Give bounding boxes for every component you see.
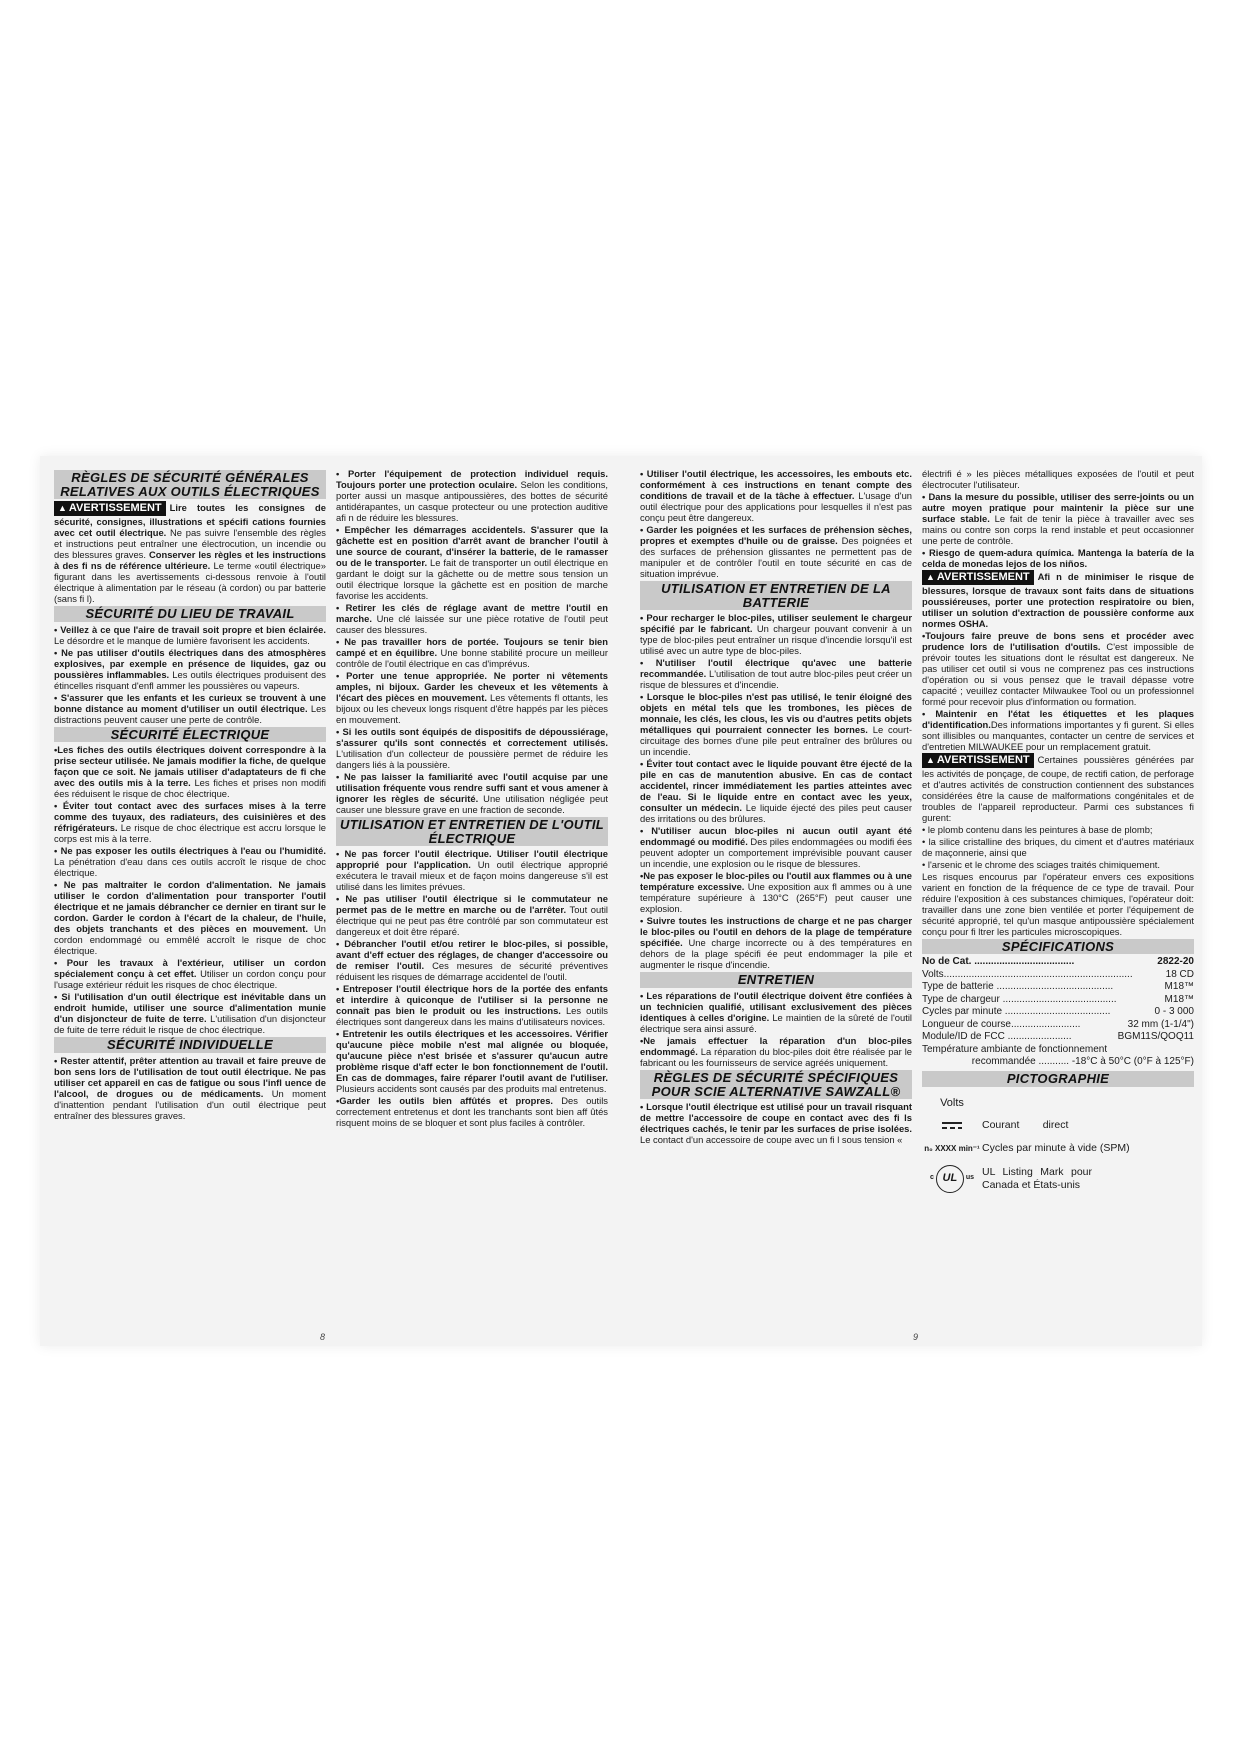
list-item: • Dans la mesure du possible, utiliser des serre-joints ou un autre moyen pratique pour maintenir la pièce sur une surface stable. Le fait de tenir la pièce à travailler avec ses mains ou contre son corps la rend instable et peut occasionner une perte de contrôle. — [922, 491, 1194, 546]
list-item: • Garder les poignées et les surfaces de préhension sèches, propres et exemptes d'huile ou de graisse. Des poignées et des surfaces de préhension glissantes ne permettent pas de manipuler et de contrôler l'outil en toute sécurité en cas de situation imprévue. — [640, 524, 912, 579]
warning-triangle-icon: ▲ — [58, 503, 67, 514]
volts-icon: Volts — [940, 1096, 964, 1109]
list-item: Les risques encourus par l'opérateur envers ces expositions varient en fonction de la fréquence de ce type de travail. Pour réduire l'exposition à ces substances chimiques, l'opérateur doit: travailler dans une zone bien ventilée et porter l'équipement de sécurité approprié, tel qu'un masque antipoussière spécialement conçu pour fi ltrer les particules microscopiques. — [922, 870, 1194, 937]
warning-badge: ▲ AVERTISSEMENT — [922, 753, 1034, 768]
spec-row: Volts.................................................................... 18 CD — [922, 968, 1194, 980]
heading-battery-use-care: UTILISATION ET ENTRETIEN DE LA BATTERIE — [640, 581, 912, 610]
list-item: • Ne pas utiliser l'outil électrique si le commutateur ne permet pas de le mettre en marche ou de l'arrêter. Tout outil électrique qui ne peut pas être contrôlé par son commutateur est dangereux et doit être réparé. — [336, 893, 608, 938]
heading-electrical-safety: SÉCURITÉ ÉLECTRIQUE — [54, 727, 326, 743]
list-item: • Éviter tout contact avec des surfaces mises à la terre comme des tuyaux, des radiateurs, des cuisinières et des réfrigérateurs. Le risque de choc électrique est accru lorsque le corps est mis à la terre. — [54, 800, 326, 845]
list-item: • la silice cristalline des briques, du ciment et d'autres matériaux de maçonnerie, ainsi que — [922, 835, 1194, 858]
intro-paragraph: ▲ AVERTISSEMENT Lire toutes les consignes de sécurité, consignes, illustrations et spécifi cations fournies avec cet outil électrique. Ne pas suivre l'ensemble des règles et instructions peut entraîner une électrocution, un incendie ou des blessures graves. Conserver les règles et les instructions à des fi ns de référence ultérieure. Le terme «outil électrique» figurant dans les avertissements ci-dessous renvoie à l'outil électrique à alimentation par le réseau (à cordon) ou par batterie (sans fi l). — [54, 502, 326, 605]
heading-tool-use-care: UTILISATION ET ENTRETIEN DE L'OUTIL ÉLECTRIQUE — [336, 817, 608, 846]
pict-dc: Courant direct — [922, 1119, 1194, 1132]
heading-specifications: SPÉCIFICATIONS — [922, 939, 1194, 955]
list-item: •Les fiches des outils électriques doivent correspondre à la prise secteur utilisée. Ne jamais modifier la fiche, de quelque façon que ce soit. Ne jamais utiliser d'adaptateurs de fi che avec des outils mis à la terre. Les fiches et prises non modifi ées réduisent le risque de choc électrique. — [54, 744, 326, 800]
list-item: •Ne pas exposer le bloc-piles ou l'outil aux flammes ou à une température excessive. Une exposition aux fl ammes ou à une température supérieure à 130°C (265°F) peut causer une explosion. — [640, 870, 912, 915]
heading-general-safety: RÈGLES DE SÉCURITÉ GÉNÉRALES RELATIVES AUX OUTILS ÉLECTRIQUES — [54, 470, 326, 499]
warning-badge: ▲ AVERTISSEMENT — [922, 570, 1034, 585]
list-item: • Maintenir en l'état les étiquettes et les plaques d'identification.Des informations importantes y fi gurent. Si elles sont illisibles ou manquantes, contacter un centre de services et d'entretien MILWAUKEE pour un remplacement gratuit. — [922, 707, 1194, 752]
column-3 — [640, 468, 912, 1146]
list-item: • Entreposer l'outil électrique hors de la portée des enfants et interdire à quiconque de l'utiliser si la personne ne connaît pas bien le produit ou les instructions. Les outils électriques sont dangereux dans les mains d'utilisateurs novices. — [336, 983, 608, 1028]
list-item: • Éviter tout contact avec le liquide pouvant être éjecté de la pile en cas de manutention abusive. En cas de contact accidentel, rincer immédiatement les parties atteintes avec de l'eau. Si le liquide entre en contact avec les yeux, consulter un médecin. Le liquide éjecté des piles peut causer des irritations ou des brûlures. — [640, 758, 912, 825]
column-2 — [336, 468, 608, 1129]
column-4 — [922, 468, 1194, 1193]
spec-row: Longueur de course......................... 32 mm (1-1/4") — [922, 1018, 1194, 1030]
heading-maintenance: ENTRETIEN — [640, 972, 912, 988]
direct-current-icon — [922, 1122, 982, 1129]
list-item: • Si les outils sont équipés de dispositifs de dépoussiérage, s'assurer qu'ils sont connectés et correctement utilisés. L'utilisation d'un collecteur de poussière permet de réduire les dangers liés à la poussière. — [336, 726, 608, 770]
list-item: • Si l'utilisation d'un outil électrique est inévitable dans un endroit humide, utiliser une source d'alimentation munie d'un disjoncteur de fuite de terre. L'utilisation d'un disjoncteur de fuite de terre réduit le risque de choc électrique. — [54, 991, 326, 1036]
pict-volts — [922, 1097, 1194, 1110]
list-item: électrifi é » les pièces métalliques exposées de l'outil et peut électrocuter l'utilisateur. — [922, 468, 1194, 490]
list-item: • Porter une tenue appropriée. Ne porter ni vêtements amples, ni bijoux. Garder les cheveux et les vêtements à l'écart des pièces en mouvement. Les vêtements fl ottants, les bijoux ou les cheveux longs risquent d'être happés par les pièces en mouvement. — [336, 670, 608, 725]
list-item: • Lorsque l'outil électrique est utilisé pour un travail risquant de mettre l'accessoire de coupe en contact avec des fi ls électriques cachés, le tenir par les surfaces de prise isolées. Le contact d'un accessoire de coupe avec un fi l sous tension « — [640, 1101, 912, 1146]
list-item: • N'utiliser aucun bloc-piles ni aucun outil ayant été endommagé ou modifié. Des piles endommagées ou modifi ées peuvent adopter un comportement imprévisible pouvant causer un incendie, une explosion ou le risque de blessures. — [640, 825, 912, 870]
list-item: • N'utiliser l'outil électrique qu'avec une batterie recommandée. L'utilisation de tout autre bloc-piles peut créer un risque de blessures et d'incendie. — [640, 657, 912, 691]
column-1 — [54, 468, 326, 1122]
spec-table — [922, 956, 1194, 1044]
list-item: • Ne pas travailler hors de portée. Toujours se tenir bien campé et en équilibre. Une bonne stabilité procure un meilleur contrôle de l'outil électrique en cas d'imprévus. — [336, 636, 608, 669]
spec-row: No de Cat. .................................... 2822-20 — [922, 956, 1194, 968]
heading-workplace-safety: SÉCURITÉ DU LIEU DE TRAVAIL — [54, 606, 326, 622]
list-item: • Ne pas maltraiter le cordon d'alimentation. Ne jamais utiliser le cordon d'alimentation pour transporter l'outil électrique et ne jamais débrancher ce dernier en tirant sur le cordon. Garder le cordon à l'écart de la chaleur, de l'huile, des objets tranchants et des pièces en mouvement. Un cordon endommagé ou emmêlé accroît le risque de choc électrique. — [54, 879, 326, 957]
list-item: • Ne pas exposer les outils électriques à l'eau ou l'humidité. La pénétration d'eau dans ces outils accroît le risque de choc électrique. — [54, 845, 326, 879]
list-item: • Les réparations de l'outil électrique doivent être confiées à un technicien qualifié, utilisant exclusivement des pièces identiques à celles d'origine. Le maintien de la sûreté de l'outil électrique sera ainsi assuré. — [640, 989, 912, 1034]
spec-temp-label: Température ambiante de fonctionnement — [922, 1043, 1108, 1055]
no-load-speed-icon: n₀ XXXX min⁻¹ — [924, 1143, 980, 1153]
ul-listing-icon: c UL us — [922, 1165, 982, 1193]
list-item: • Lorsque le bloc-piles n'est pas utilisé, le tenir éloigné des objets en métal tels que les trombones, les pièces de monnaie, les clés, les clous, les vis ou d'autres petits objets métalliques qui pourraient connecter les bornes. Le court-circuitage des bornes d'une pile peut entraîner des brûlures ou un incendie. — [640, 691, 912, 758]
list-item: • S'assurer que les enfants et les curieux se trouvent à une bonne distance au moment d'utiliser un outil électrique. Les distractions peuvent causer une perte de contrôle. — [54, 691, 326, 725]
list-item: • Porter l'équipement de protection individuel requis. Toujours porter une protection oculaire. Selon les conditions, porter aussi un masque antipoussières, des bottes de sécurité antidérapantes, un casque protecteur ou une protection auditive afi n de réduire les blessures. — [336, 468, 608, 523]
dust-warning: ▲ AVERTISSEMENT Afi n de minimiser le risque de blessures, lorsque de travaux sont faits dans de situations poussiéreuses, porter une protection respiratoire ou bien, utiliser un solution d'extraction de poussière conforme aux normes OSHA. — [922, 571, 1194, 629]
list-item: • Riesgo de quem-adura química. Mantenga la batería de la celda de monedas lejos de los niños. — [922, 547, 1194, 569]
list-item: • le plomb contenu dans les peintures à base de plomb; — [922, 823, 1153, 835]
chemical-warning: ▲ AVERTISSEMENT Certaines poussières générées par les activités de ponçage, de coupe, de rectifi cation, de perforage et d'autres activités de construction contiennent des substances considérées être la cause de malformations congénitales et de troubles de l'appareil reproducteur. Parmi ces substances fi gurent: — [922, 753, 1194, 823]
list-item: • Retirer les clés de réglage avant de mettre l'outil en marche. Une clé laissée sur une pièce rotative de l'outil peut causer des blessures. — [336, 602, 608, 635]
list-item: • Débrancher l'outil et/ou retirer le bloc-piles, si possible, avant d'eff ectuer des réglages, de changer d'accessoire ou de remiser l'outil. Ces mesures de sécurité préventives réduisent les risques de démarrage accidentel de l'outil. — [336, 938, 608, 983]
spec-row: Type de chargeur ......................................... M18™ — [922, 993, 1194, 1005]
list-item: • Suivre toutes les instructions de charge et ne pas charger le bloc-piles ou l'outil en dehors de la plage de température spécifiée. Une charge incorrecte ou à des températures en dehors de la plage spécifi ée peut endommager la pile et augmenter le risque d'incendie. — [640, 915, 912, 971]
list-item: • Entretenir les outils électriques et les accessoires. Vérifier qu'aucune pièce mobile n'est mal alignée ou bloquée, qu'aucune pièce n'est brisée et s'assurer qu'aucun autre problème risque d'aff ecter le bon fonctionnement de l'outil. En cas de dommages, faire réparer l'outil avant de l'utiliser. Plusieurs accidents sont causés par des produits mal entretenus. — [336, 1028, 608, 1095]
list-item: • l'arsenic et le chrome des sciages traités chimiquement. — [922, 858, 1160, 870]
pict-ul: c UL us UL Listing Mark pour Canada et États-unis — [922, 1165, 1194, 1193]
list-item: • Utiliser l'outil électrique, les accessoires, les embouts etc. conformément à ces instructions en tenant compte des conditions de travail et de la tâche à effectuer. L'usage d'un outil électrique pour des applications pour lesquelles il n'est pas conçu peut être dangereux. — [640, 468, 912, 523]
spec-row: Module/ID de FCC ....................... BGM11S/QOQ11 — [922, 1031, 1194, 1043]
list-item: • Empêcher les démarrages accidentels. S'assurer que la gâchette est en position d'arrêt avant de brancher l'outil à une source de courant, d'insérer la batterie, de le ramasser ou de le transporter. Le fait de transporter un outil électrique en gardant le doigt sur la gâchette ou de mettre sous tension un outil électrique lorsque la gâchette est en position de marche favorise les accidents. — [336, 524, 608, 601]
list-item: • Rester attentif, prêter attention au travail et faire preuve de bon sens lors de l'utilisation de tout outil électrique. Ne pas utiliser cet appareil en cas de fatigue ou sous l'infl uence de l'alcool, de drogues ou de médicaments. Un moment d'inattention pendant l'utilisation d'un outil électrique peut entraîner des blessures graves. — [54, 1055, 326, 1122]
heading-sawzall-rules: RÈGLES DE SÉCURITÉ SPÉCIFIQUES POUR SCIE ALTERNATIVE SAWZALL® — [640, 1070, 912, 1099]
heading-pictography: PICTOGRAPHIE — [922, 1071, 1194, 1087]
list-item: •Toujours faire preuve de bons sens et procéder avec prudence lors de l'utilisation d'outils. C'est impossible de prévoir toutes les situations dont le résultat est dangereux. Ne pas utiliser cet outil si vous ne comprenez pas ces instructions d'opération ou si vous pensez que le travail dépasse votre capacité ; veuillez contacter Milwaukee Tool ou un professionnel formé pour recevoir plus d'information ou formation. — [922, 629, 1194, 707]
spec-row: Type de batterie .......................................... M18™ — [922, 981, 1194, 993]
list-item: • Veillez à ce que l'aire de travail soit propre et bien éclairée. Le désordre et le manque de lumière favorisent les accidents. — [54, 623, 326, 646]
list-item: • Ne pas utiliser d'outils électriques dans des atmosphères explosives, par exemple en présence de liquides, gaz ou poussières inflammables. Les outils électriques produisent des étincelles risquant d'enfl ammer les poussières ou vapeurs. — [54, 646, 326, 691]
list-item: • Ne pas laisser la familiarité avec l'outil acquise par une utilisation fréquente vous rendre suffi sant et vous amener à ignorer les règles de sécurité. Une utilisation négligée peut causer une blessure grave en une fraction de seconde. — [336, 771, 608, 815]
warning-badge: ▲ AVERTISSEMENT — [54, 501, 166, 516]
warning-triangle-icon: ▲ — [926, 572, 935, 582]
page-number-right: 9 — [913, 1332, 919, 1342]
list-item: •Garder les outils bien affûtés et propres. Des outils correctement entretenus et dont les tranchants sont bien aff ûtés risquent moins de se bloquer et sont plus faciles à contrôler. — [336, 1095, 608, 1129]
pict-rpm: n₀ XXXX min⁻¹ Cycles par minute à vide (SPM) — [922, 1142, 1194, 1155]
list-item: • Pour les travaux à l'extérieur, utiliser un cordon spécialement conçu à cet effet. Utiliser un cordon conçu pour l'usage extérieur réduit les risques de choc électrique. — [54, 957, 326, 991]
spec-temp-value: recommandée ........... -18°C à 50°C (0°F à 125°F) — [971, 1056, 1194, 1068]
list-item: • Pour recharger le bloc-piles, utiliser seulement le chargeur spécifié par le fabricant. Un chargeur pouvant convenir à un type de bloc-piles peut entraîner un risque d'incendie lorsqu'il est utilisé avec un autre type de bloc-piles. — [640, 612, 912, 657]
list-item: •Ne jamais effectuer la réparation d'un bloc-piles endommagé. La réparation du bloc-piles doit être réalisée par le fabricant ou les fournisseurs de service agréés uniquement. — [640, 1034, 912, 1068]
list-item: • Ne pas forcer l'outil électrique. Utiliser l'outil électrique approprié pour l'application. Un outil électrique approprié exécutera le travail mieux et de façon moins dangereuse s'il est utilisé dans les limites prévues. — [336, 848, 608, 893]
warning-triangle-icon: ▲ — [926, 754, 935, 765]
page-number-left: 8 — [320, 1332, 326, 1342]
heading-personal-safety: SÉCURITÉ INDIVIDUELLE — [54, 1037, 326, 1053]
spec-row: Cycles par minute ...................................... 0 - 3 000 — [922, 1006, 1194, 1018]
